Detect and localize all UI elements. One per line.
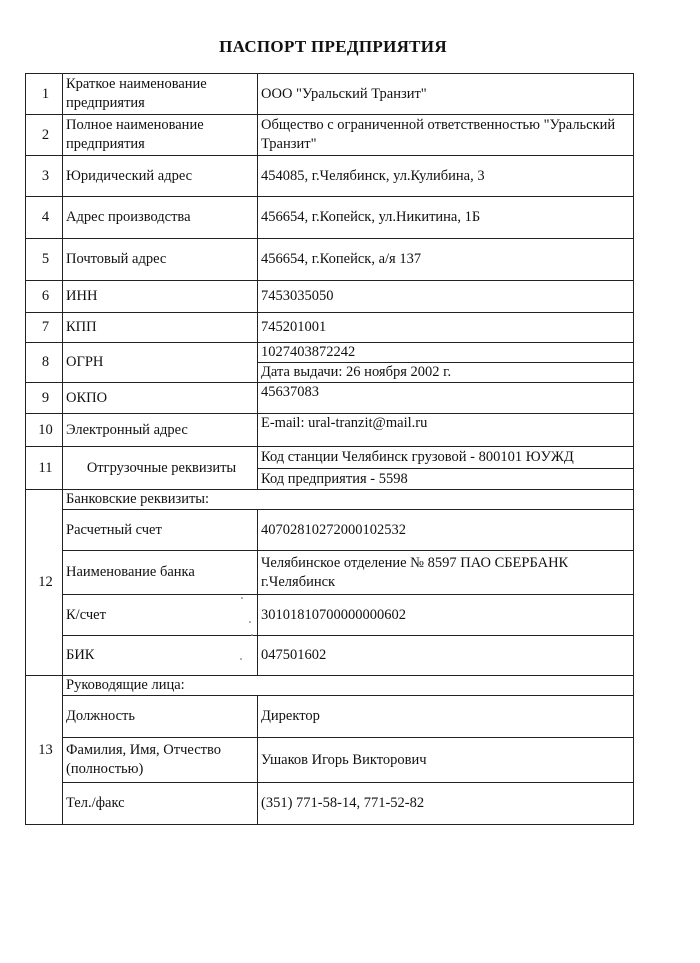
- row-label: ИНН: [63, 281, 258, 313]
- row-label: ОГРН: [63, 343, 258, 383]
- table-row: [26, 551, 634, 595]
- table-row: [26, 696, 634, 738]
- row-value: 456654, г.Копейск, ул.Никитина, 1Б: [258, 197, 634, 239]
- row-label: К/счет: [63, 595, 258, 636]
- row-label: Тел./факс: [63, 783, 258, 825]
- row-label: КПП: [63, 313, 258, 343]
- row-label: Электронный адрес: [63, 414, 258, 447]
- row-value: 047501602: [258, 636, 634, 676]
- email-value: E-mail: ural-tranzit@mail.ru: [258, 414, 634, 447]
- table-row: [26, 510, 634, 551]
- row-value: 454085, г.Челябинск, ул.Кулибина, 3: [258, 156, 634, 197]
- row-label: Фамилия, Имя, Отчество (полностью): [63, 738, 258, 783]
- row-number: 12: [26, 490, 63, 676]
- row-value: ООО "Уральский Транзит": [258, 74, 634, 115]
- row-number: 8: [26, 343, 63, 383]
- table-row: [26, 738, 634, 783]
- enterprise-code-value: Код предприятия - 5598: [258, 469, 634, 490]
- table-row: [26, 281, 634, 313]
- table-row: [26, 783, 634, 825]
- station-code-value: Код станции Челябинск грузовой - 800101 ЮУЖД: [258, 447, 634, 469]
- row-value: 745201001: [258, 313, 634, 343]
- scan-speck: [251, 634, 253, 636]
- row-number: 7: [26, 313, 63, 343]
- row-label: Отгрузочные реквизиты: [63, 447, 258, 490]
- row-value: Общество с ограниченной ответственностью "Уральский Транзит": [258, 115, 634, 156]
- table-row: [26, 414, 634, 447]
- section-header: Руководящие лица:: [63, 676, 634, 696]
- table-row: [26, 490, 634, 510]
- issue-date: Дата выдачи: 26 ноября 2002 г.: [258, 363, 634, 383]
- table-row: [26, 595, 634, 636]
- row-number: 11: [26, 447, 63, 490]
- row-value: Ушаков Игорь Викторович: [258, 738, 634, 783]
- passport-table: [25, 73, 634, 825]
- table-row: [26, 343, 634, 363]
- row-label: Краткое наименование предприятия: [63, 74, 258, 115]
- row-number: 1: [26, 74, 63, 115]
- row-label: Юридический адрес: [63, 156, 258, 197]
- row-value: 7453035050: [258, 281, 634, 313]
- table-row: [26, 197, 634, 239]
- row-number: 10: [26, 414, 63, 447]
- row-label: ОКПО: [63, 383, 258, 414]
- row-value: Директор: [258, 696, 634, 738]
- table-row: [26, 74, 634, 115]
- table-row: [26, 447, 634, 469]
- row-label: Должность: [63, 696, 258, 738]
- row-value: Челябинское отделение № 8597 ПАО СБЕРБАНК г.Челябинск: [258, 551, 634, 595]
- row-number: 9: [26, 383, 63, 414]
- scan-speck: [240, 658, 242, 660]
- row-value: (351) 771-58-14, 771-52-82: [258, 783, 634, 825]
- row-label: Расчетный счет: [63, 510, 258, 551]
- row-label: БИК: [63, 636, 258, 676]
- scan-speck: [241, 597, 243, 599]
- table-row: [26, 313, 634, 343]
- table-row: [26, 383, 634, 414]
- row-value: 456654, г.Копейск, а/я 137: [258, 239, 634, 281]
- table-row: [26, 115, 634, 156]
- row-number: 5: [26, 239, 63, 281]
- table-row: [26, 156, 634, 197]
- row-number: 3: [26, 156, 63, 197]
- row-number: 4: [26, 197, 63, 239]
- page-title: ПАСПОРТ ПРЕДПРИЯТИЯ: [219, 37, 447, 56]
- table-row: [26, 239, 634, 281]
- row-label: Адрес производства: [63, 197, 258, 239]
- row-value: 30101810700000000602: [258, 595, 634, 636]
- row-number: 6: [26, 281, 63, 313]
- section-header: Банковские реквизиты:: [63, 490, 634, 510]
- table-row: [26, 676, 634, 696]
- table-row: [26, 636, 634, 676]
- row-label: Полное наименование предприятия: [63, 115, 258, 156]
- row-value: 45637083: [258, 383, 634, 414]
- row-label: Наименование банка: [63, 551, 258, 595]
- row-number: 2: [26, 115, 63, 156]
- row-label: Почтовый адрес: [63, 239, 258, 281]
- row-value: 1027403872242: [258, 343, 634, 363]
- scan-speck: [249, 621, 251, 623]
- row-value: 40702810272000102532: [258, 510, 634, 551]
- row-number: 13: [26, 676, 63, 825]
